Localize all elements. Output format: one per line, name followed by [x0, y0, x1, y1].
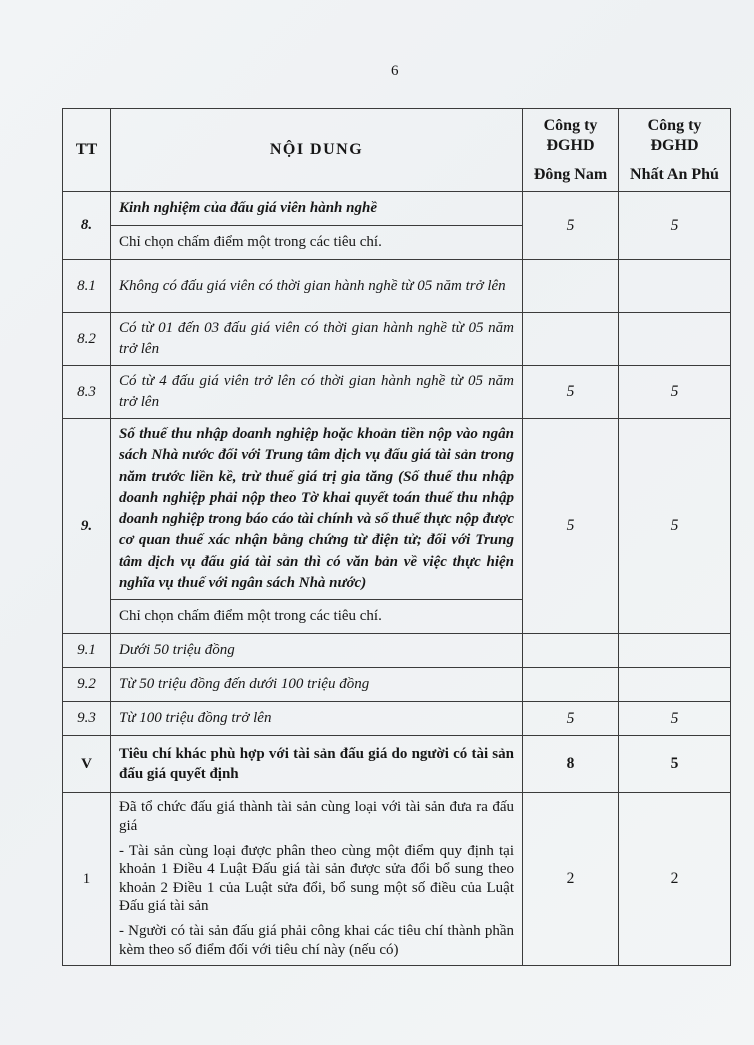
evaluation-table — [62, 108, 731, 966]
table-row-9 — [63, 419, 731, 600]
company1-line1: Công ty — [543, 116, 598, 134]
row8-1-score-dong-nam — [523, 260, 619, 313]
row9-tt: 9. — [63, 419, 111, 634]
header-tt: TT — [63, 109, 111, 192]
rowV-score-dong-nam: 8 — [523, 736, 619, 793]
row9-3-text: Từ 100 triệu đồng trở lên — [111, 702, 523, 736]
row8-2-score-dong-nam — [523, 313, 619, 366]
table-row-8-3 — [63, 366, 731, 419]
table-row-8-2 — [63, 313, 731, 366]
company2-name: Nhất An Phú — [630, 165, 719, 183]
row9-score-dong-nam: 5 — [523, 419, 619, 634]
table-row-V — [63, 736, 731, 793]
row9-1-tt: 9.1 — [63, 634, 111, 668]
table-row-9-3 — [63, 702, 731, 736]
table-row-1 — [63, 793, 731, 966]
table-row-9-1 — [63, 634, 731, 668]
row8-2-text: Có từ 01 đến 03 đấu giá viên có thời gian hành nghề từ 05 năm trở lên — [111, 313, 523, 366]
company2-line2: ĐGHD — [650, 136, 699, 154]
company1-line2: ĐGHD — [546, 136, 595, 154]
row1-tt: 1 — [63, 793, 111, 966]
page-number: 6 — [391, 63, 399, 79]
header-noi-dung: NỘI DUNG — [111, 109, 523, 192]
table-row-8-1 — [63, 260, 731, 313]
row9-title: Số thuế thu nhập doanh nghiệp hoặc khoản tiền nộp vào ngân sách Nhà nước đối với Trung tâm dịch vụ đấu giá tài sản trong năm trước liền kề, trừ thuế giá trị gia tăng (Số thuế thu nhập doanh nghiệp phải nộp theo Tờ khai quyết toán thuế thu nhập doanh nghiệp trong báo cáo tài chính và số thuế thực nộp được cơ quan thuế xác nhận bằng chứng từ điện tử; đối với Trung tâm dịch vụ đấu giá tài sản thì có văn bản về việc thực hiện nghĩa vụ thuế với ngân sách Nhà nước) — [111, 419, 523, 600]
header-company-nhat-an-phu — [619, 109, 731, 192]
company1-name: Đông Nam — [533, 165, 608, 183]
row8-1-text: Không có đấu giá viên có thời gian hành nghề từ 05 năm trở lên — [111, 260, 523, 313]
row1-text — [111, 793, 523, 966]
row1-score-dong-nam: 2 — [523, 793, 619, 966]
row8-tt: 8. — [63, 192, 111, 260]
rowV-tt: V — [63, 736, 111, 793]
row9-1-score-dong-nam — [523, 634, 619, 668]
header-company-dong-nam — [523, 109, 619, 192]
row8-2-score-nhat-an-phu — [619, 313, 731, 366]
row9-1-text: Dưới 50 triệu đồng — [111, 634, 523, 668]
row8-3-text: Có từ 4 đấu giá viên trở lên có thời gian hành nghề từ 05 năm trở lên — [111, 366, 523, 419]
row1-paragraph-2: - Tài sản cùng loại được phân theo cùng một điểm quy định tại khoản 1 Điều 4 Luật Đấu giá tài sản được sửa đổi bổ sung theo khoản 2 Điều 1 của Luật sửa đổi, bổ sung một số điều của Luật Đấu giá tài sản — [119, 842, 514, 915]
row9-2-score-dong-nam — [523, 668, 619, 702]
row9-2-text: Từ 50 triệu đồng đến dưới 100 triệu đồng — [111, 668, 523, 702]
row8-title: Kinh nghiệm của đấu giá viên hành nghề — [111, 192, 523, 226]
row8-3-score-dong-nam: 5 — [523, 366, 619, 419]
row1-paragraph-1: Đã tổ chức đấu giá thành tài sản cùng loại với tài sản đưa ra đấu giá — [119, 799, 514, 834]
row8-3-tt: 8.3 — [63, 366, 111, 419]
row9-3-score-nhat-an-phu: 5 — [619, 702, 731, 736]
row8-1-tt: 8.1 — [63, 260, 111, 313]
row1-paragraph-3: - Người có tài sản đấu giá phải công khai các tiêu chí thành phần kèm theo số điểm đối với tiêu chí này (nếu có) — [119, 922, 514, 958]
row1-score-nhat-an-phu: 2 — [619, 793, 731, 966]
row8-score-dong-nam: 5 — [523, 192, 619, 260]
table-row-9-2 — [63, 668, 731, 702]
row9-note: Chỉ chọn chấm điểm một trong các tiêu chí. — [111, 600, 523, 634]
row8-note: Chỉ chọn chấm điểm một trong các tiêu chí. — [111, 226, 523, 260]
row9-2-tt: 9.2 — [63, 668, 111, 702]
rowV-score-nhat-an-phu: 5 — [619, 736, 731, 793]
row9-3-score-dong-nam: 5 — [523, 702, 619, 736]
table-header-row — [63, 109, 731, 192]
row8-score-nhat-an-phu: 5 — [619, 192, 731, 260]
row8-3-score-nhat-an-phu: 5 — [619, 366, 731, 419]
row9-1-score-nhat-an-phu — [619, 634, 731, 668]
row9-3-tt: 9.3 — [63, 702, 111, 736]
company2-line1: Công ty — [647, 116, 702, 134]
row8-1-score-nhat-an-phu — [619, 260, 731, 313]
table-row-8 — [63, 192, 731, 226]
row9-2-score-nhat-an-phu — [619, 668, 731, 702]
row9-score-nhat-an-phu: 5 — [619, 419, 731, 634]
rowV-text: Tiêu chí khác phù hợp với tài sản đấu giá do người có tài sản đấu giá quyết định — [111, 736, 523, 793]
row8-2-tt: 8.2 — [63, 313, 111, 366]
